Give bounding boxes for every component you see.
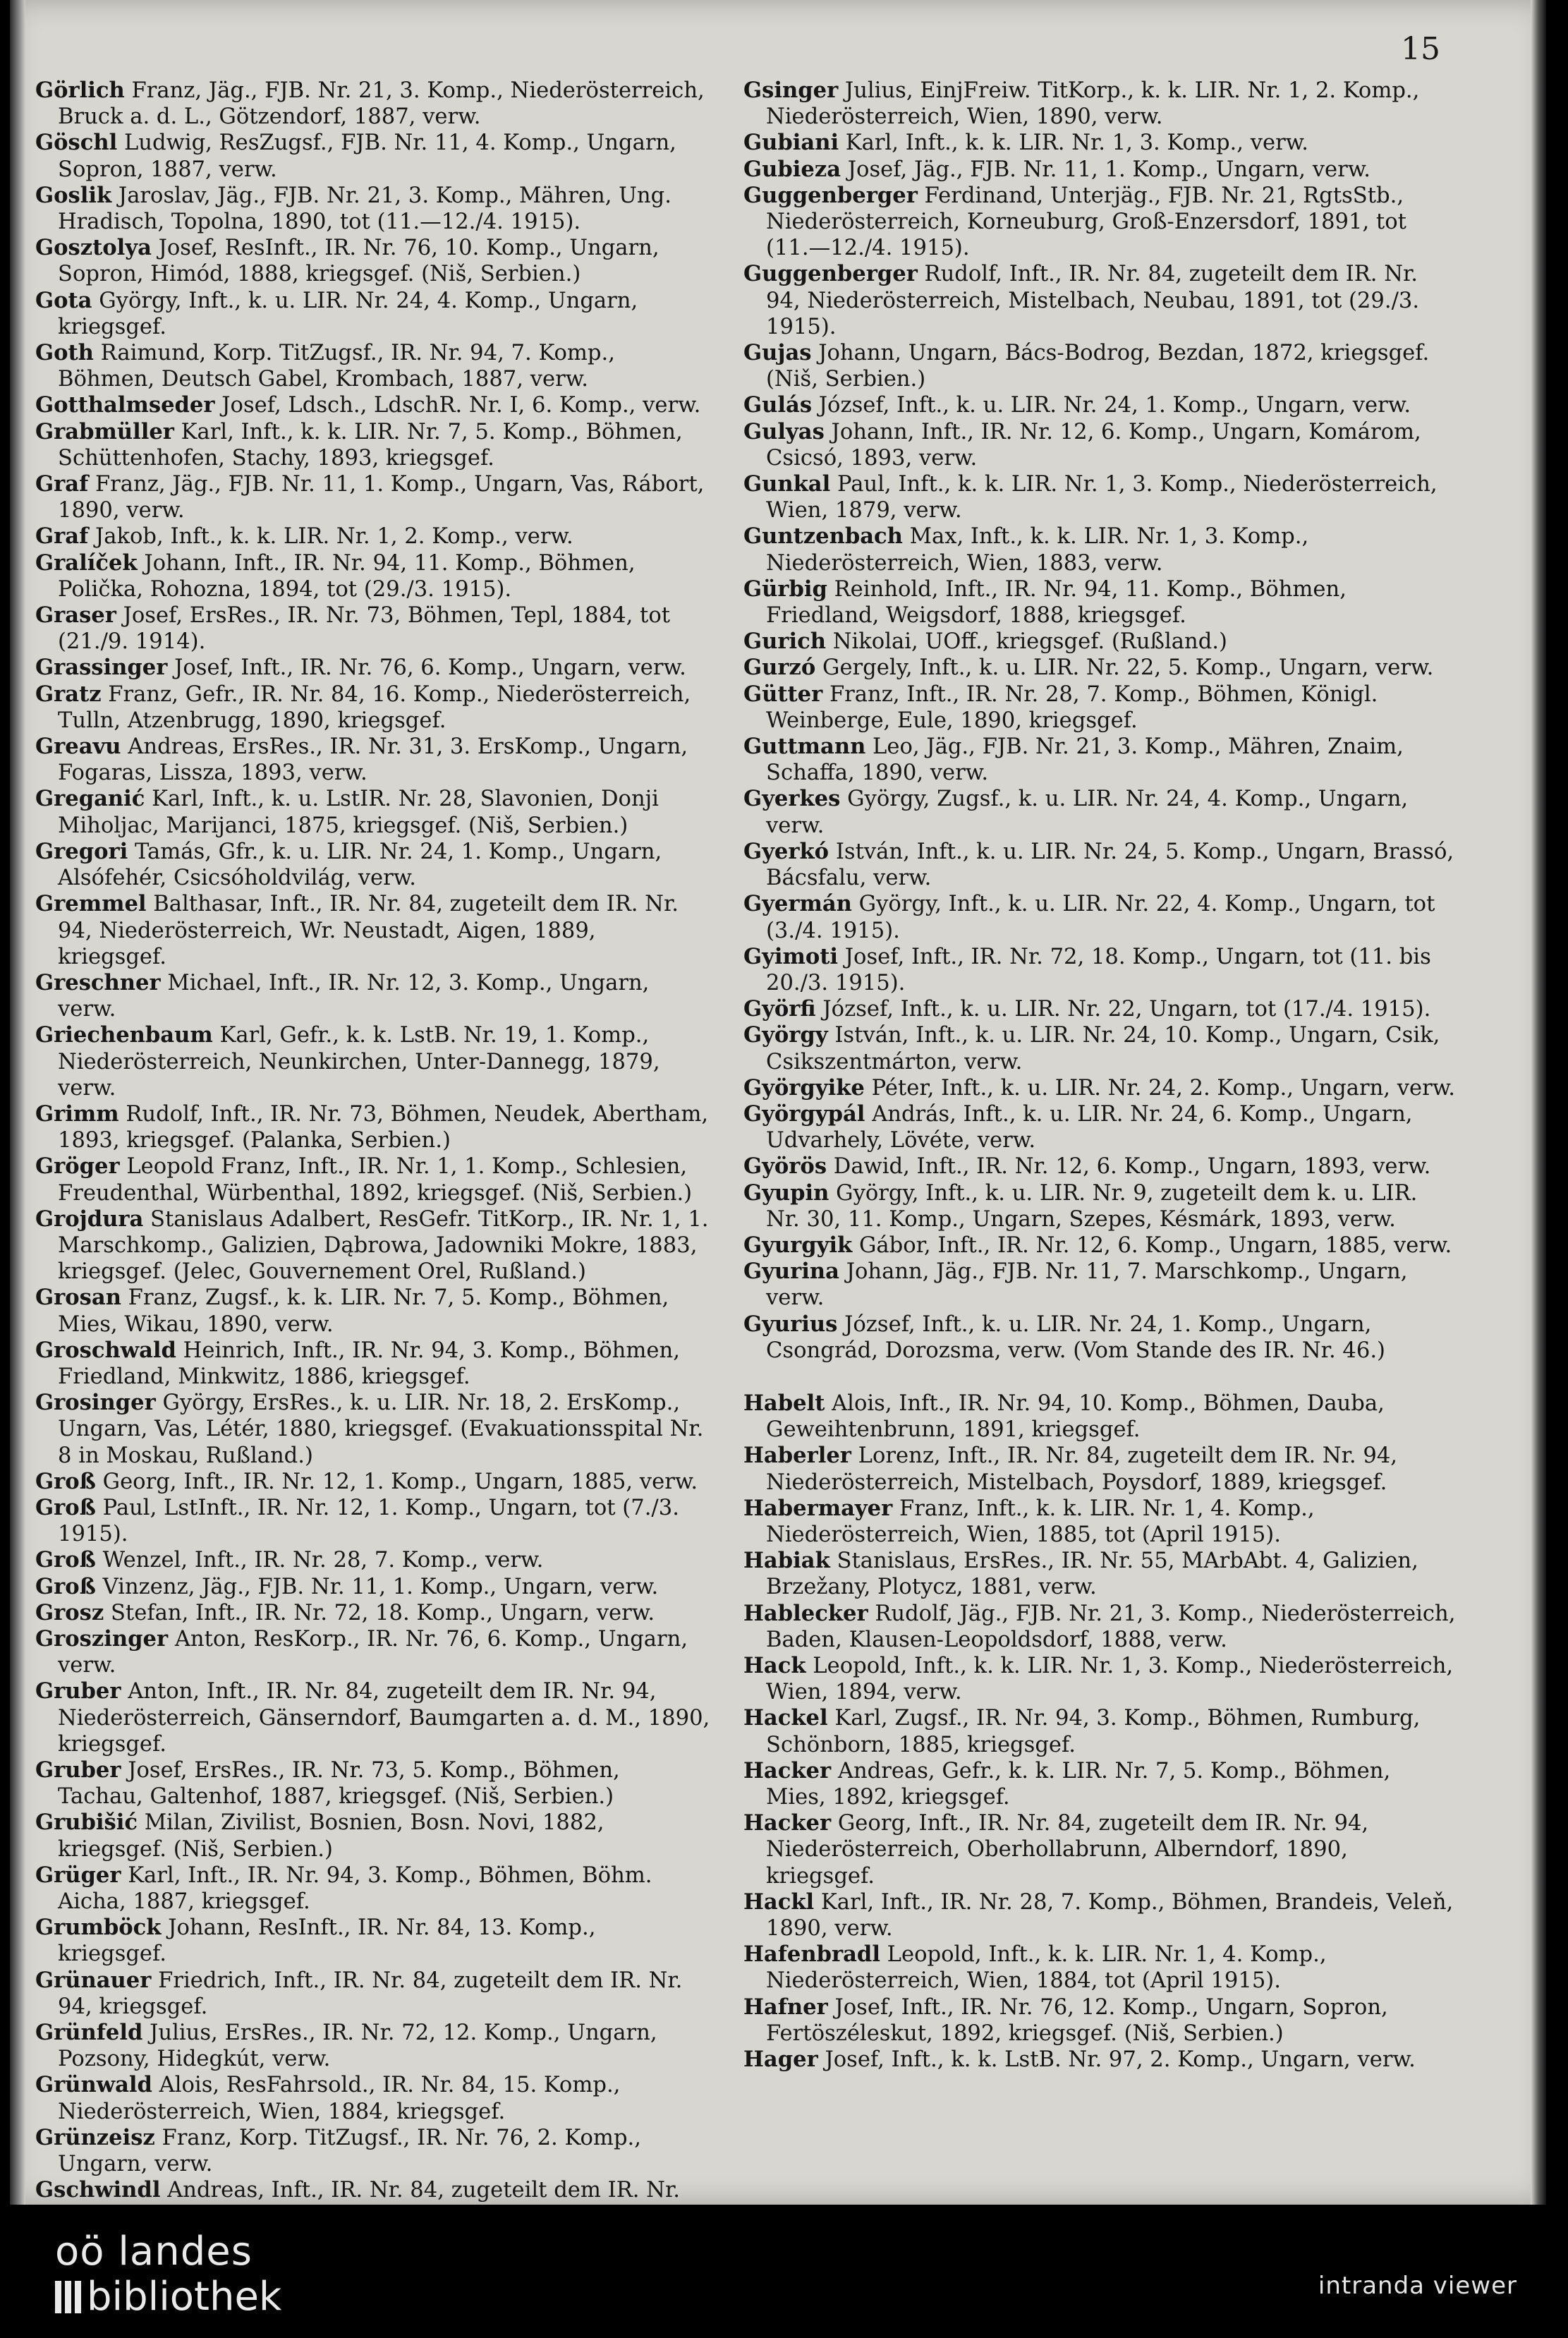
entry-details: Johann, Inft., IR. Nr. 94, 11. Komp., Böhmen, Polička, Rohozna, 1894, tot (29./3. 1915). <box>58 550 636 602</box>
entry-surname: Hafenbradl <box>743 1942 880 1968</box>
page-number: 15 <box>1401 31 1440 67</box>
register-entry <box>35 235 711 287</box>
register-entry <box>35 419 711 471</box>
register-entry <box>35 1968 711 2020</box>
entry-surname: Grubišić <box>35 1810 138 1836</box>
entry-surname: Gujas <box>743 340 812 366</box>
entry-details: Friedrich, Inft., IR. Nr. 84, zugeteilt dem IR. Nr. 94, kriegsgef. <box>58 1968 683 2019</box>
entry-surname: Gota <box>35 287 92 313</box>
entry-details: Stefan, Inft., IR. Nr. 72, 18. Komp., Ungarn, verw. <box>104 1600 655 1625</box>
entry-surname: Gyurina <box>743 1259 839 1285</box>
entry-surname: Gratz <box>35 681 102 707</box>
register-entry <box>35 471 711 523</box>
register-entry <box>35 1285 711 1337</box>
register-entry <box>743 996 1456 1022</box>
entry-surname: György <box>743 1022 828 1048</box>
entry-surname: Gruber <box>35 1678 121 1704</box>
entry-details: József, Inft., k. u. LIR. Nr. 24, 1. Komp., Ungarn, verw. <box>812 393 1411 418</box>
entry-details: Julius, EinjFreiw. TitKorp., k. k. LIR. Nr. 1, 2. Komp., Niederösterreich, Wien, 1890, verw. <box>766 78 1420 130</box>
register-entry <box>743 1101 1456 1153</box>
entry-surname: Gyerkó <box>743 838 829 864</box>
register-entry <box>35 602 711 655</box>
register-entry <box>35 891 711 970</box>
entry-details: András, Inft., k. u. LIR. Nr. 24, 6. Komp., Ungarn, Udvarhely, Lövéte, verw. <box>766 1101 1413 1153</box>
entry-details: Franz, Korp. TitZugsf., IR. Nr. 76, 2. Komp., Ungarn, verw. <box>58 2125 641 2177</box>
entry-surname: Göschl <box>35 130 118 156</box>
entry-details: Johann, Inft., IR. Nr. 12, 6. Komp., Ungarn, Komárom, Csicsó, 1893, verw. <box>766 419 1421 471</box>
register-entry <box>35 1678 711 1757</box>
entry-details: Reinhold, Inft., IR. Nr. 94, 11. Komp., Böhmen, Friedland, Weigsdorf, 1888, kriegsgef. <box>766 576 1347 629</box>
entry-details: Jaroslav, Jäg., FJB. Nr. 21, 3. Komp., Mähren, Ung. Hradisch, Topolna, 1890, tot (11.—12./4. 1915). <box>58 183 671 235</box>
entry-surname: Györgypál <box>743 1101 865 1127</box>
entry-surname: Gyurius <box>743 1311 838 1337</box>
entry-surname: Gütter <box>743 681 823 707</box>
entry-details: Nikolai, UOff., kriegsgef. (Rußland.) <box>825 629 1227 655</box>
register-entry <box>35 1495 711 1547</box>
entry-surname: Grosan <box>35 1285 121 1311</box>
entry-details: Franz, Jäg., FJB. Nr. 11, 1. Komp., Ungarn, Vas, Rábort, 1890, verw. <box>58 472 705 523</box>
entry-surname: Gyerkes <box>743 786 841 812</box>
register-entry <box>743 1022 1456 1074</box>
register-entry <box>743 682 1456 734</box>
entry-details: Josef, Inft., k. k. LstB. Nr. 97, 2. Komp., Ungarn, verw. <box>818 2047 1416 2073</box>
entry-surname: Gürbig <box>743 576 827 602</box>
left-column <box>35 78 711 2205</box>
entry-surname: Hablecker <box>743 1600 868 1626</box>
entry-surname: Habiak <box>743 1548 830 1574</box>
entry-surname: Goth <box>35 340 94 366</box>
entry-surname: Gyimoti <box>743 943 839 969</box>
entry-surname: Grünauer <box>35 1967 152 1993</box>
register-entry <box>743 839 1456 891</box>
register-entry <box>35 1547 711 1573</box>
entry-details: Josef, Inft., IR. Nr. 76, 12. Komp., Ungarn, Sopron, Fertöszéleskut, 1892, kriegsgef. (Niš, Serbien.) <box>766 1994 1388 2046</box>
register-entry <box>743 1312 1456 1364</box>
entry-surname: Gubieza <box>743 156 841 182</box>
entry-surname: Gulyas <box>743 418 825 444</box>
register-entry <box>743 1496 1456 1548</box>
entry-details: Heinrich, Inft., IR. Nr. 94, 3. Komp., Böhmen, Friedland, Minkwitz, 1886, kriegsgef. <box>58 1338 680 1389</box>
entry-surname: Hack <box>743 1652 806 1678</box>
entry-surname: Grünfeld <box>35 2020 143 2046</box>
entry-surname: Griechenbaum <box>35 1022 213 1048</box>
entry-surname: Gosztolya <box>35 235 152 261</box>
register-entry <box>743 1075 1456 1101</box>
entry-details: Tamás, Gfr., k. u. LIR. Nr. 24, 1. Komp., Ungarn, Alsófehér, Csicsóholdvilág, verw. <box>58 839 662 891</box>
viewer-brand-label[interactable]: intranda viewer <box>1318 2272 1517 2300</box>
entry-details: Rudolf, Jäg., FJB. Nr. 21, 3. Komp., Niederösterreich, Baden, Klausen-Leopoldsdorf, 1888, verw. <box>766 1601 1456 1652</box>
entry-surname: Guggenberger <box>743 261 918 287</box>
entry-surname: Groszinger <box>35 1625 169 1652</box>
register-entry <box>35 1757 711 1810</box>
entry-surname: Grosz <box>35 1599 104 1625</box>
register-entry <box>35 1206 711 1285</box>
entry-surname: Grabmüller <box>35 418 174 444</box>
entry-details: Alois, ResFahrsold., IR. Nr. 84, 15. Komp., Niederösterreich, Wien, 1884, kriegsgef. <box>58 2073 621 2124</box>
entry-surname: Hackl <box>743 1889 815 1915</box>
entry-details: Johann, ResInft., IR. Nr. 84, 13. Komp., kriegsgef. <box>58 1915 596 1967</box>
entry-surname: Gruber <box>35 1757 121 1783</box>
entry-details: Leopold, Inft., k. k. LIR. Nr. 1, 3. Komp., Niederösterreich, Wien, 1894, verw. <box>766 1653 1454 1705</box>
entry-details: Ludwig, ResZugsf., FJB. Nr. 11, 4. Komp., Ungarn, Sopron, 1887, verw. <box>58 131 676 182</box>
entry-details: Péter, Inft., k. u. LIR. Nr. 24, 2. Komp., Ungarn, verw. <box>864 1075 1456 1101</box>
register-entry <box>35 786 711 838</box>
entry-details: Andreas, ErsRes., IR. Nr. 31, 3. ErsKomp., Ungarn, Fogaras, Lissza, 1893, verw. <box>58 734 688 786</box>
entry-details: Max, Inft., k. k. LIR. Nr. 1, 3. Komp., Niederösterreich, Wien, 1883, verw. <box>766 524 1309 576</box>
entry-details: Wenzel, Inft., IR. Nr. 28, 7. Komp., verw. <box>95 1548 544 1573</box>
register-entry <box>743 734 1456 786</box>
entry-details: György, Inft., k. u. LIR. Nr. 22, 4. Komp., Ungarn, tot (3./4. 1915). <box>766 892 1435 943</box>
entry-surname: Györös <box>743 1153 827 1180</box>
register-entry <box>743 1548 1456 1600</box>
register-entry <box>743 1391 1456 1443</box>
entry-surname: Grünzeisz <box>35 2124 155 2150</box>
entry-surname: Gunkal <box>743 471 831 497</box>
entry-surname: Grüger <box>35 1862 121 1888</box>
entry-details: József, Inft., k. u. LIR. Nr. 24, 1. Komp., Ungarn, Csongrád, Dorozsma, verw. (Vom Stande des IR. Nr. 46.) <box>766 1312 1385 1363</box>
entry-surname: Gurich <box>743 629 826 655</box>
register-entry <box>35 550 711 602</box>
register-entry <box>743 1942 1456 1994</box>
entry-surname: Habelt <box>743 1390 825 1416</box>
library-logo[interactable] <box>55 2229 281 2320</box>
right-column <box>743 78 1456 2073</box>
register-entry <box>35 340 711 392</box>
entry-details: József, Inft., k. u. LIR. Nr. 22, Ungarn, tot (17./4. 1915). <box>815 997 1431 1022</box>
register-entry <box>743 261 1456 340</box>
entry-surname: Hacker <box>743 1810 832 1836</box>
register-entry <box>743 471 1456 523</box>
entry-surname: Guntzenbach <box>743 523 903 550</box>
entry-details: Julius, ErsRes., IR. Nr. 72, 12. Komp., Ungarn, Pozsony, Hidegkút, verw. <box>58 2021 657 2072</box>
register-entry <box>743 1653 1456 1705</box>
entry-details: Paul, LstInft., IR. Nr. 12, 1. Komp., Ungarn, tot (7./3. 1915). <box>58 1495 679 1547</box>
register-entry <box>35 1626 711 1678</box>
entry-surname: Graser <box>35 602 116 629</box>
entry-details: Karl, Gefr., k. k. LstB. Nr. 19, 1. Komp., Niederösterreich, Neunkirchen, Unter-Dannegg, 1879, verw. <box>58 1023 660 1101</box>
register-entry <box>743 1601 1456 1653</box>
entry-details: Josef, Inft., IR. Nr. 72, 18. Komp., Ungarn, tot (11. bis 20./3. 1915). <box>766 944 1431 995</box>
register-entry <box>35 1153 711 1206</box>
entry-surname: Graf <box>35 471 89 497</box>
register-entry <box>35 1862 711 1915</box>
entry-details: Rudolf, Inft., IR. Nr. 73, Böhmen, Neudek, Abertham, 1893, kriegsgef. (Palanka, Serbien.) <box>58 1101 709 1153</box>
logo-line-2-text: bibliothek <box>87 2274 282 2320</box>
register-entry <box>743 1180 1456 1232</box>
entry-surname: Hackel <box>743 1705 828 1731</box>
entry-details: István, Inft., k. u. LIR. Nr. 24, 10. Komp., Ungarn, Csik, Csikszentmárton, verw. <box>766 1023 1440 1074</box>
register-entry <box>35 183 711 235</box>
entry-details: Balthasar, Inft., IR. Nr. 84, zugeteilt dem IR. Nr. 94, Niederösterreich, Wr. Neustadt, Aigen, 1889, kriegsgef. <box>58 892 679 969</box>
entry-surname: Guttmann <box>743 734 866 760</box>
entry-surname: Graf <box>35 523 89 550</box>
book-gutter <box>10 0 25 2205</box>
entry-surname: Gurzó <box>743 655 816 681</box>
register-entry <box>743 655 1456 681</box>
entry-details: Gábor, Inft., IR. Nr. 12, 6. Komp., Ungarn, 1885, verw. <box>852 1232 1452 1258</box>
entry-surname: Groß <box>35 1468 96 1494</box>
entry-details: Anton, Inft., IR. Nr. 84, zugeteilt dem IR. Nr. 94, Niederösterreich, Gänserndorf, Baumgarten a. d. M., 1890, kriegsgef. <box>58 1679 710 1757</box>
register-entry <box>743 183 1456 262</box>
register-entry <box>35 1390 711 1469</box>
entry-details: Stanislaus Adalbert, ResGefr. TitKorp., IR. Nr. 1, 1. Marschkomp., Galizien, Dąbrowa, Jadowniki Mokre, 1883, kriegsgef. (Jelec, Gouvernement Orel, Rußland.) <box>58 1206 709 1285</box>
entry-surname: Gremmel <box>35 891 147 917</box>
register-entry <box>743 1994 1456 2047</box>
register-entry <box>35 78 711 130</box>
register-entry <box>743 786 1456 838</box>
register-entry <box>35 1101 711 1153</box>
register-entry <box>743 1889 1456 1942</box>
entry-details: Johann, Jäg., FJB. Nr. 11, 7. Marschkomp., Ungarn, verw. <box>766 1259 1408 1311</box>
entry-details: Michael, Inft., IR. Nr. 12, 3. Komp., Ungarn, verw. <box>58 970 650 1022</box>
entry-details: Georg, Inft., IR. Nr. 84, zugeteilt dem IR. Nr. 94, Niederösterreich, Oberhollabrunn, Alberndorf, 1890, kriegsgef. <box>766 1811 1369 1889</box>
entry-surname: Grumböck <box>35 1915 162 1941</box>
register-entry <box>743 392 1456 418</box>
register-entry <box>35 1574 711 1600</box>
register-entry <box>743 1259 1456 1311</box>
entry-details: Karl, Inft., k. u. LstIR. Nr. 28, Slavonien, Donji Miholjac, Marijanci, 1875, kriegsgef. (Niš, Serbien.) <box>58 787 659 838</box>
entry-surname: Gotthalmseder <box>35 392 215 418</box>
entry-details: Franz, Inft., IR. Nr. 28, 7. Komp., Böhmen, Königl. Weinberge, Eule, 1890, kriegsgef. <box>766 682 1378 733</box>
entry-details: Raimund, Korp. TitZugsf., IR. Nr. 94, 7. Komp., Böhmen, Deutsch Gabel, Krombach, 1887, verw. <box>58 341 615 392</box>
scanned-page <box>10 0 1546 2205</box>
entry-details: Dawid, Inft., IR. Nr. 12, 6. Komp., Ungarn, 1893, verw. <box>827 1154 1431 1180</box>
register-entry <box>35 1915 711 1967</box>
entry-surname: Grimm <box>35 1101 119 1127</box>
entry-surname: Hager <box>743 2047 818 2073</box>
entry-details: Ferdinand, Unterjäg., FJB. Nr. 21, RgtsStb., Niederösterreich, Korneuburg, Groß-Enzersdorf, 1891, tot (11.—12./4. 1915). <box>766 183 1406 261</box>
entry-details: György, ErsRes., k. u. LIR. Nr. 18, 2. ErsKomp., Ungarn, Vas, Létér, 1880, kriegsgef. (Evakuationsspital Nr. 8 in Moskau, Rußland.) <box>58 1391 704 1468</box>
register-entry <box>743 1232 1456 1259</box>
register-entry <box>35 2125 711 2177</box>
register-entry <box>743 576 1456 629</box>
register-entry <box>35 130 711 182</box>
entry-details: Alois, Inft., IR. Nr. 94, 10. Komp., Böhmen, Dauba, Geweihtenbrunn, 1891, kriegsgef. <box>766 1391 1385 1443</box>
entry-details: Lorenz, Inft., IR. Nr. 84, zugeteilt dem IR. Nr. 94, Niederösterreich, Mistelbach, Poysdorf, 1889, kriegsgef. <box>766 1443 1398 1495</box>
register-entry <box>35 682 711 734</box>
register-entry <box>743 1810 1456 1889</box>
logo-line-2 <box>55 2275 281 2320</box>
entry-surname: Habermayer <box>743 1495 893 1521</box>
entry-details: Georg, Inft., IR. Nr. 12, 1. Komp., Ungarn, 1885, verw. <box>95 1469 698 1494</box>
entry-surname: Goslik <box>35 182 112 208</box>
register-entry <box>743 629 1456 655</box>
logo-line-1: oö landes <box>55 2229 253 2275</box>
register-entry <box>35 655 711 681</box>
entry-details: Josef, Ldsch., LdschR. Nr. I, 6. Komp., verw. <box>214 393 701 418</box>
entry-details: Johann, Ungarn, Bács-Bodrog, Bezdan, 1872, kriegsgef. (Niš, Serbien.) <box>766 341 1430 392</box>
entry-details: Karl, Inft., k. k. LIR. Nr. 7, 5. Komp., Böhmen, Schüttenhofen, Stachy, 1893, kriegsgef. <box>58 419 683 471</box>
register-entry <box>35 1022 711 1101</box>
entry-details: Josef, ResInft., IR. Nr. 76, 10. Komp., Ungarn, Sopron, Himód, 1888, kriegsgef. (Niš, Serbien.) <box>58 236 660 287</box>
register-entry <box>743 78 1456 130</box>
entry-details: Franz, Gefr., IR. Nr. 84, 16. Komp., Niederösterreich, Tulln, Atzenbrugg, 1890, kriegsgef. <box>58 682 691 733</box>
entry-details: Rudolf, Inft., IR. Nr. 84, zugeteilt dem IR. Nr. 94, Niederösterreich, Mistelbach, Neubau, 1891, tot (29./3. 1915). <box>766 262 1420 339</box>
entry-surname: Görlich <box>35 78 125 103</box>
entry-surname: Györgyike <box>743 1074 865 1101</box>
entry-details: Franz, Zugsf., k. k. LIR. Nr. 7, 5. Komp., Böhmen, Mies, Wikau, 1890, verw. <box>58 1285 669 1337</box>
entry-details: Josef, Inft., IR. Nr. 76, 6. Komp., Ungarn, verw. <box>167 655 686 681</box>
entry-surname: Greschner <box>35 969 161 995</box>
register-entry <box>35 523 711 550</box>
register-entry <box>35 1600 711 1626</box>
register-entry <box>743 1153 1456 1180</box>
entry-surname: Gsinger <box>743 78 839 103</box>
register-entry <box>743 944 1456 996</box>
register-entry <box>35 1810 711 1862</box>
entry-details: Leo, Jäg., FJB. Nr. 21, 3. Komp., Mähren, Znaim, Schaffa, 1890, verw. <box>766 734 1404 786</box>
entry-surname: Guggenberger <box>743 182 918 208</box>
entry-surname: Grassinger <box>35 655 168 681</box>
entry-details: Paul, Inft., k. k. LIR. Nr. 1, 3. Komp., Niederösterreich, Wien, 1879, verw. <box>766 472 1438 523</box>
entry-details: Leopold Franz, Inft., IR. Nr. 1, 1. Komp., Schlesien, Freudenthal, Würbenthal, 1892, kriegsgef. (Niš, Serbien.) <box>58 1154 693 1206</box>
register-entry <box>743 2047 1456 2073</box>
entry-surname: Groß <box>35 1494 96 1520</box>
entry-surname: Hacker <box>743 1757 832 1783</box>
entry-surname: Gröger <box>35 1153 120 1180</box>
entry-details: Franz, Inft., k. k. LIR. Nr. 1, 4. Komp., Niederösterreich, Wien, 1885, tot (April 1915). <box>766 1496 1315 1547</box>
register-entry <box>743 157 1456 183</box>
entry-details: Stanislaus, ErsRes., IR. Nr. 55, MArbAbt. 4, Galizien, Brzežany, Plotycz, 1881, verw. <box>766 1549 1418 1600</box>
register-entry <box>35 1469 711 1495</box>
register-entry <box>743 891 1456 943</box>
entry-surname: Gulás <box>743 392 813 418</box>
page-edge <box>1531 0 1546 2205</box>
entry-details: Vinzenz, Jäg., FJB. Nr. 11, 1. Komp., Ungarn, verw. <box>95 1574 659 1599</box>
entry-surname: Gyurgyik <box>743 1232 853 1258</box>
entry-details: Milan, Zivilist, Bosnien, Bosn. Novi, 1882, kriegsgef. (Niš, Serbien.) <box>58 1810 604 1862</box>
entry-surname: Gubiani <box>743 130 839 156</box>
entry-details: Jakob, Inft., k. k. LIR. Nr. 1, 2. Komp., verw. <box>88 524 573 550</box>
register-entry <box>35 734 711 786</box>
entry-details: Josef, ErsRes., IR. Nr. 73, Böhmen, Tepl, 1884, tot (21./9. 1914). <box>58 603 671 655</box>
register-entry <box>35 839 711 891</box>
entry-details: Andreas, Inft., IR. Nr. 84, zugeteilt dem IR. Nr. <box>167 2178 680 2203</box>
register-entry <box>35 2072 711 2124</box>
entry-details: György, Zugsf., k. u. LIR. Nr. 24, 4. Komp., Ungarn, verw. <box>766 787 1409 838</box>
entry-surname: Grojdura <box>35 1206 144 1232</box>
entry-surname: Greganić <box>35 786 145 812</box>
register-entry <box>743 523 1456 576</box>
register-entry <box>743 340 1456 392</box>
entry-surname: Gregori <box>35 838 128 864</box>
entry-details: Karl, Inft., IR. Nr. 28, 7. Komp., Böhmen, Brandeis, Veleň, 1890, verw. <box>766 1889 1454 1942</box>
logo-bars-icon <box>55 2281 81 2313</box>
entry-surname: Groß <box>35 1573 96 1599</box>
register-entry <box>743 1758 1456 1810</box>
entry-details: Anton, ResKorp., IR. Nr. 76, 6. Komp., Ungarn, verw. <box>58 1626 688 1678</box>
entry-surname: Gschwindl <box>35 2177 161 2203</box>
entry-surname: Greavu <box>35 734 121 760</box>
register-entry <box>35 970 711 1022</box>
register-entry <box>743 419 1456 471</box>
entry-details: Gergely, Inft., k. u. LIR. Nr. 22, 5. Komp., Ungarn, verw. <box>815 655 1434 681</box>
entry-details: György, Inft., k. u. LIR. Nr. 9, zugeteilt dem k. u. LIR. Nr. 30, 11. Komp., Ungarn, Szepes, Késmárk, 1893, verw. <box>766 1180 1418 1232</box>
entry-surname: Gyupin <box>743 1180 829 1206</box>
entry-details: Andreas, Gefr., k. k. LIR. Nr. 7, 5. Komp., Böhmen, Mies, 1892, kriegsgef. <box>766 1758 1391 1810</box>
entry-details: Josef, ErsRes., IR. Nr. 73, 5. Komp., Böhmen, Tachau, Galtenhof, 1887, kriegsgef. (Niš, Serbien.) <box>58 1758 620 1810</box>
entry-details: István, Inft., k. u. LIR. Nr. 24, 5. Komp., Ungarn, Brassó, Bácsfalu, verw. <box>766 839 1454 891</box>
register-entry <box>743 1705 1456 1757</box>
entry-details: Karl, Zugsf., IR. Nr. 94, 3. Komp., Böhmen, Rumburg, Schönborn, 1885, kriegsgef. <box>766 1706 1421 1757</box>
register-entry <box>35 2177 711 2205</box>
entry-details: Karl, Inft., IR. Nr. 94, 3. Komp., Böhmen, Böhm. Aicha, 1887, kriegsgef. <box>58 1862 652 1915</box>
register-entry <box>743 130 1456 156</box>
entry-surname: Haberler <box>743 1443 851 1469</box>
entry-details: Leopold, Inft., k. k. LIR. Nr. 1, 4. Komp., Niederösterreich, Wien, 1884, tot (April 1915). <box>766 1942 1327 1994</box>
entry-surname: Grünwald <box>35 2072 152 2098</box>
register-entry <box>35 288 711 340</box>
entry-surname: Györfi <box>743 996 816 1022</box>
entry-surname: Hafner <box>743 1994 828 2020</box>
entry-surname: Groß <box>35 1547 96 1573</box>
entry-details: Josef, Jäg., FJB. Nr. 11, 1. Komp., Ungarn, verw. <box>841 157 1371 182</box>
register-entry <box>743 1443 1456 1495</box>
register-entry <box>35 1338 711 1390</box>
entry-surname: Gralíček <box>35 550 138 576</box>
register-entry <box>35 2020 711 2072</box>
entry-surname: Groschwald <box>35 1337 176 1363</box>
entry-details: Franz, Jäg., FJB. Nr. 21, 3. Komp., Niederösterreich, Bruck a. d. L., Götzendorf, 1887, verw. <box>58 78 705 130</box>
entry-details: Karl, Inft., k. k. LIR. Nr. 1, 3. Komp., verw. <box>839 131 1309 156</box>
entry-surname: Grosinger <box>35 1390 156 1416</box>
register-entry <box>35 392 711 418</box>
entry-details: György, Inft., k. u. LIR. Nr. 24, 4. Komp., Ungarn, kriegsgef. <box>58 288 638 339</box>
entry-surname: Gyermán <box>743 891 852 917</box>
